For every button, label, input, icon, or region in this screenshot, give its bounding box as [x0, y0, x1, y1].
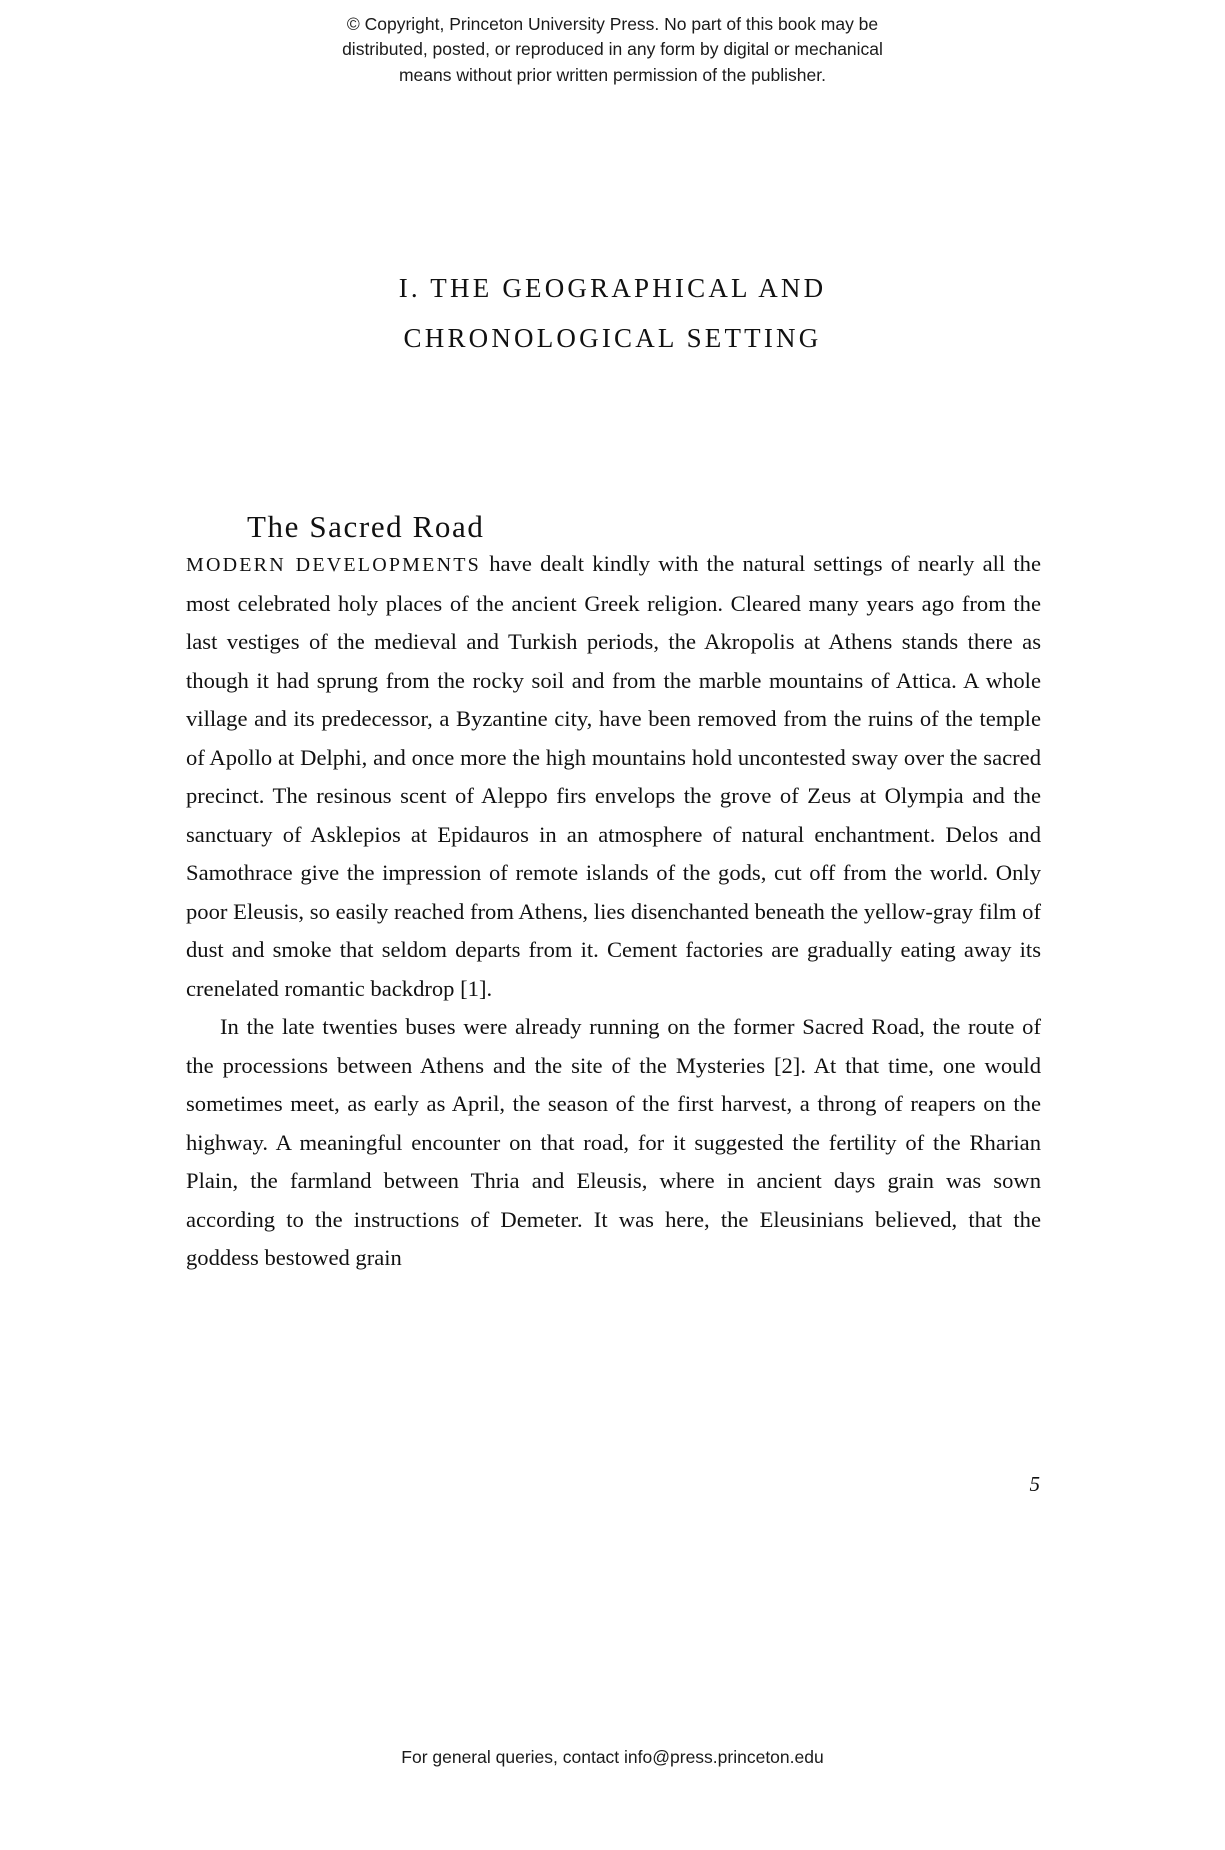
opening-smallcaps: MODERN DEVELOPMENTS — [186, 554, 481, 576]
chapter-title — [150, 264, 1075, 364]
page-number: 5 — [1029, 1472, 1040, 1496]
paragraph-one — [186, 545, 1041, 1008]
chapter-title-line-1: I. THE GEOGRAPHICAL AND — [398, 273, 827, 304]
footer-query-text: For general queries, contact info@press.princeton.edu — [401, 1747, 824, 1767]
chapter-title-line-2: CHRONOLOGICAL SETTING — [403, 323, 822, 354]
copyright-line-3: means without prior written permission of the publisher. — [398, 64, 826, 85]
body-text — [186, 545, 1041, 1278]
copyright-line-2: distributed, posted, or reproduced in any form by digital or mechanical — [342, 39, 883, 60]
paragraph-one-text: have dealt kindly with the natural settings of nearly all the most celebrated holy places of the ancient Greek religion. Cleared many years ago from the last vestiges of the medieval and Turkish periods, the Akropolis at Athens stands there as though it had sprung from the rocky soil and from the marble mountains of Attica. A whole village and its predecessor, a Byzantine city, have been removed from the ruins of the temple of Apollo at Delphi, and once more the high mountains hold uncontested sway over the sacred precinct. The resinous scent of Aleppo firs envelops the grove of Zeus at Olympia and the sanctuary of Asklepios at Epidauros in an atmosphere of natural enchantment. Delos and Samothrace give the impression of remote islands of the gods, cut off from the world. Only poor Eleusis, so easily reached from Athens, lies disenchanted beneath the yellow-gray film of dust and smoke that seldom departs from it. Cement factories are gradually eating away its crenelated romantic backdrop [1]. — [186, 551, 1041, 1001]
copyright-line-1: © Copyright, Princeton University Press. No part of this book may be — [346, 14, 879, 34]
paragraph-two: In the late twenties buses were already running on the former Sacred Road, the route of the processions between Athens and the site of the Mysteries [2]. At that time, one would sometimes meet, as early as April, the season of the first harvest, a throng of reapers on the highway. A meaningful encounter on that road, for it suggested the fertility of the Rharian Plain, the farmland between Thria and Eleusis, where in ancient days grain was sown according to the instructions of Demeter. It was here, the Eleusinians believed, that the goddess bestowed grain — [186, 1014, 1041, 1270]
section-heading: The Sacred Road — [247, 508, 485, 544]
